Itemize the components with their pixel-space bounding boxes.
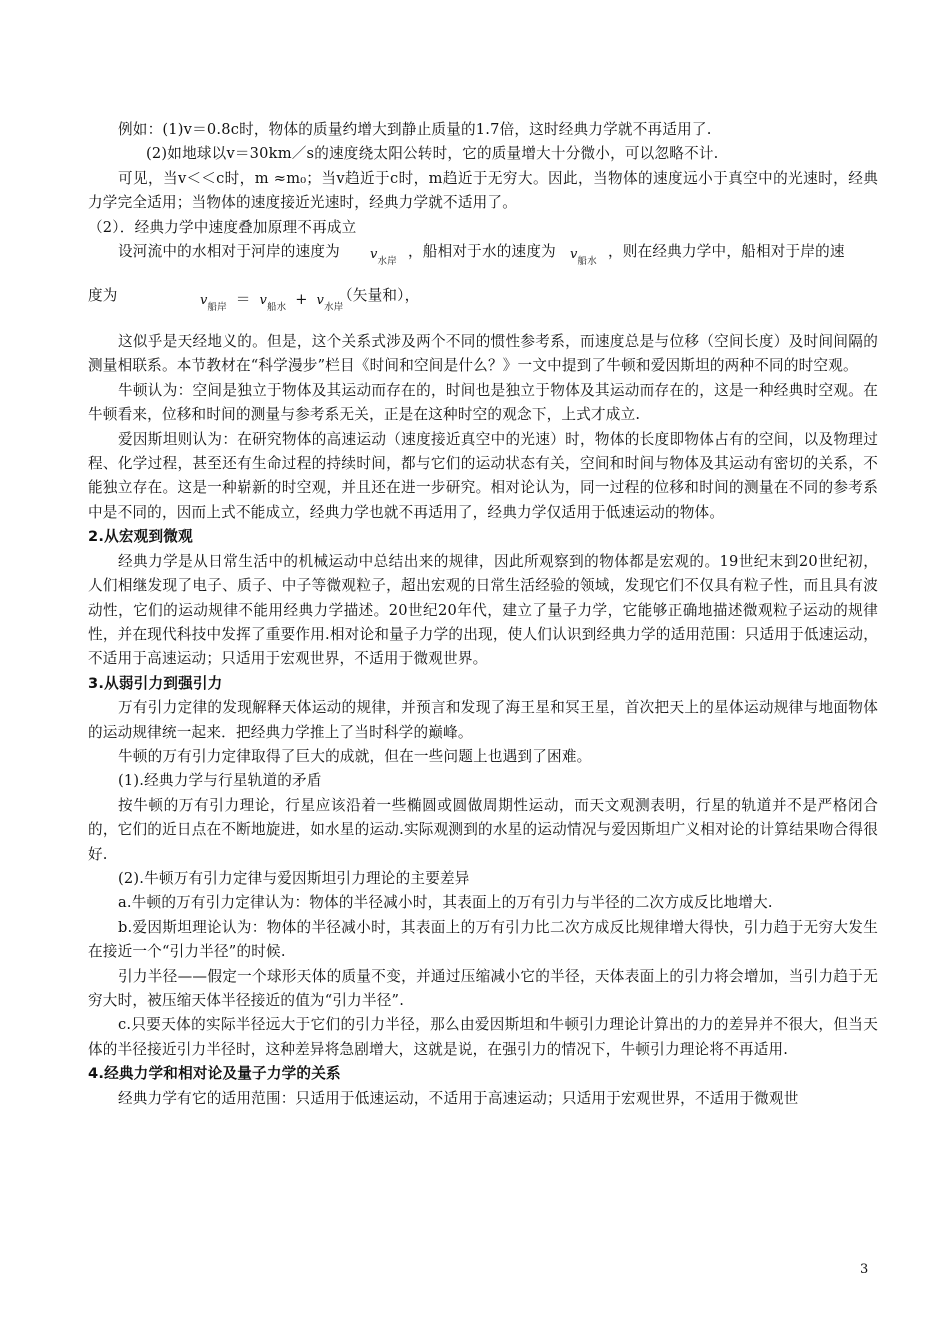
paragraph: b.爱因斯坦理论认为：物体的半径减小时，其表面上的万有引力比二次方成反比规律增大得快，引力趋于无穷大发生在接近一个“引力半径”的时候. <box>88 918 878 961</box>
conclusion-paragraph: 可见，当v＜＜c时，m ≈m₀；当v趋近于c时，m趋近于无穷大。因此，当物体的速度远小于真空中的光速时，经典力学完全适用；当物体的速度接近光速时，经典力学就不适用了。 <box>88 169 878 212</box>
document-body <box>88 118 878 1111</box>
section-heading-4: 4.经典力学和相对论及量子力学的关系 <box>88 1065 341 1083</box>
text-segment: （矢量和）， <box>338 287 420 305</box>
paragraph: 万有引力定律的发现解释天体运动的规律，并预言和发现了海王星和冥王星，首次把天上的星体运动规律与地面物体的运动规律统一起来．把经典力学推上了当时科学的巅峰。 <box>88 699 878 741</box>
paragraph: 经典力学是从日常生活中的机械运动中总结出来的规律，因此所观察到的物体都是宏观的。19世纪末到20世纪初，人们相继发现了电子、质子、中子等微观粒子，超出宏观的日常生活经验的领域，发现它们不仅具有粒子性，而且具有波动性，它们的运动规律不能用经典力学描述。20世纪20年代，建立了量子力学，它能够正确地描述微观粒子运动的规律性，并在现代科技中发挥了重要作用.相对论和量子力学的出现，使人们认识到经典力学的适用范围：只适用于低速运动，不适用于高速运动；只适用于宏观世界，不适用于微观世界。 <box>88 552 878 668</box>
paragraph: 牛顿认为：空间是独立于物体及其运动而存在的，时间也是独立于物体及其运动而存在的，这是一种经典时空观。在牛顿看来，位移和时间的测量与参考系无关，正是在这种时空的观念下，上式才成立. <box>88 381 878 424</box>
paragraph: 这似乎是天经地义的。但是，这个关系式涉及两个不同的惯性参考系，而速度总是与位移（空间长度）及时间间隔的测量相联系。本节教材在“科学漫步”栏目《时间和空间是什么？》一文中提到了牛顿和爱因斯坦的两种不同的时空观。 <box>88 333 878 375</box>
paragraph: 爱因斯坦则认为：在研究物体的高速运动（速度接近真空中的光速）时，物体的长度即物体占有的空间，以及物理过程、化学过程，甚至还有生命过程的持续时间，都与它们的运动状态有关，空间和时间与物体及其运动有密切的关系，不能独立存在。这是一种崭新的时空观，并且还在进一步研究。相对论认为，同一过程的位移和时间的测量在不同的参考系中是不同的，因而上式不能成立，经典力学也就不再适用了，经典力学仅适用于低速运动的物体。 <box>88 430 878 521</box>
paragraph: 牛顿的万有引力定律取得了巨大的成就，但在一些问题上也遇到了困难。 <box>118 747 592 765</box>
text-segment: 度为 <box>88 287 118 305</box>
subheading: (2).牛顿万有引力定律与爱因斯坦引力理论的主要差异 <box>118 869 470 887</box>
example-line-2: (2)如地球以v＝30km／s的速度绕太阳公转时，它的质量增大十分微小，可以忽略不计. <box>146 145 719 163</box>
paragraph: 按牛顿的万有引力理论，行星应该沿着一些椭圆或圆做周期性运动，而天文观测表明，行星的轨道并不是严格闭合的，它们的近日点在不断地旋进，如水星的运动.实际观测到的水星的运动情况与爱因斯坦广义相对论的计算结果吻合得很好. <box>88 796 878 863</box>
paragraph: 经典力学有它的适用范围：只适用于低速运动，不适用于高速运动；只适用于宏观世界，不适用于微观世 <box>118 1089 799 1107</box>
paragraph: 引力半径——假定一个球形天体的质量不变，并通过压缩减小它的半径，天体表面上的引力将会增加，当引力趋于无穷大时，被压缩天体半径接近的值为“引力半径”. <box>88 967 878 1009</box>
v-boat-symbol: $v_{船水}$ <box>570 247 597 268</box>
text-segment: ，则在经典力学中，船相对于岸的速 <box>608 243 845 261</box>
text-segment: ，船相对于水的速度为 <box>408 243 556 261</box>
v-water-symbol: $v_{水岸}$ <box>370 247 397 268</box>
velocity-sum-formula: $v_{船岸} = v_{船水} + v_{水岸}$ <box>200 291 344 314</box>
section-heading-3: 3.从弱引力到强引力 <box>88 674 223 692</box>
subheading-velocity-addition: （2）．经典力学中速度叠加原理不再成立 <box>88 218 357 236</box>
example-line-1: 例如：(1)v＝0.8c时，物体的质量约增大到静止质量的1.7倍，这时经典力学就不再适用了. <box>118 121 712 138</box>
velocity-formula-line <box>88 284 878 330</box>
text-segment: 设河流中的水相对于河岸的速度为 <box>118 243 340 261</box>
subheading: (1).经典力学与行星轨道的矛盾 <box>118 772 322 790</box>
page-number: 3 <box>860 1262 869 1277</box>
paragraph: a.牛顿的万有引力定律认为：物体的半径减小时，其表面上的万有引力与半径的二次方成反比地增大. <box>118 894 773 912</box>
velocity-definition-line <box>88 240 878 284</box>
section-heading-2: 2.从宏观到微观 <box>88 528 193 546</box>
paragraph: c.只要天体的实际半径远大于它们的引力半径，那么由爱因斯坦和牛顿引力理论计算出的力的差异并不很大，但当天体的半径接近引力半径时，这种差异将急剧增大，这就是说，在强引力的情况下，牛顿引力理论将不再适用. <box>88 1016 878 1058</box>
